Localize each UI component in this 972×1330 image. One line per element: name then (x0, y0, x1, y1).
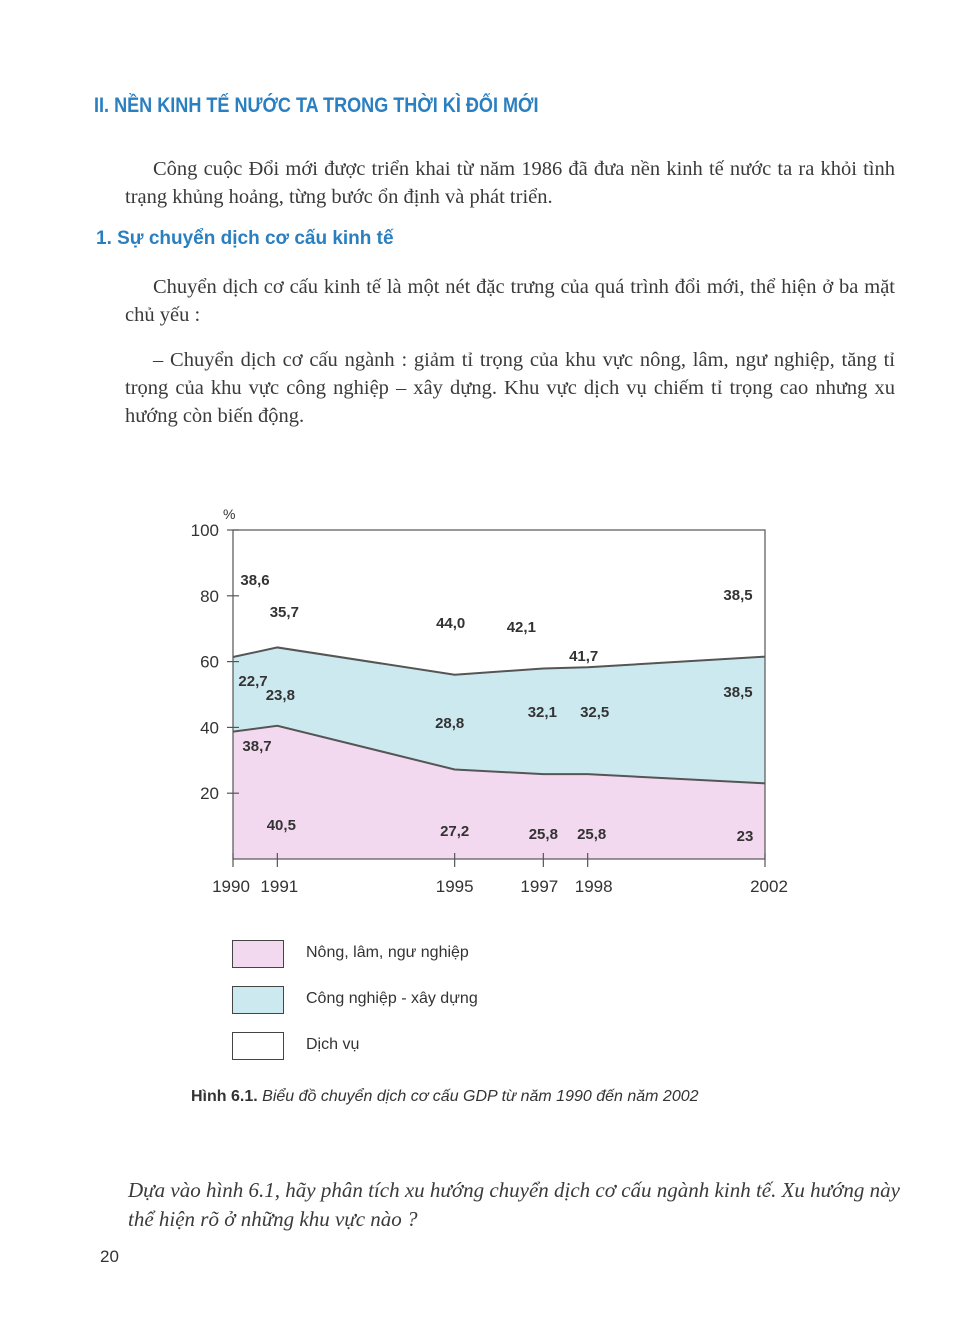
x-tick-label-1998: 1998 (574, 877, 613, 896)
y-axis-unit: % (223, 506, 236, 522)
data-label-industry-1998: 32,5 (580, 704, 610, 721)
data-label-agriculture-2002: 23 (736, 828, 754, 845)
data-label-services-1990: 38,6 (240, 572, 270, 589)
x-tick-label-1991: 1991 (260, 877, 299, 896)
question-text: Dựa vào hình 6.1, hãy phân tích xu hướng chuyển dịch cơ cấu ngành kinh tế. Xu hướng này thể hiện rõ ở những khu vực nào ? (128, 1178, 900, 1231)
subsection-heading: 1. Sự chuyển dịch cơ cấu kinh tế (96, 228, 394, 249)
data-label-services-1997: 42,1 (506, 619, 536, 636)
y-tick-label-80: 80 (200, 586, 219, 606)
data-label-industry-2002: 38,5 (723, 684, 753, 701)
y-tick-label-100: 100 (190, 521, 219, 540)
paragraph-2: – Chuyển dịch cơ cấu ngành : giảm tỉ trọng của khu vực nông, lâm, ngư nghiệp, tăng tỉ trọng của khu vực công nghiệp – xây dựng. Khu vực dịch vụ chiếm tỉ trọng cao nhưng xu hướng còn biến động. (125, 349, 895, 427)
page-number: 20 (100, 1247, 119, 1266)
data-label-industry-1991: 23,8 (265, 687, 295, 704)
figure-caption (191, 1088, 699, 1106)
x-tick-label-1995: 1995 (435, 877, 474, 896)
caption-text: Biểu đồ chuyển dịch cơ cấu GDP từ năm 1990 đến năm 2002 (262, 1088, 699, 1105)
data-label-industry-1990: 22,7 (238, 673, 268, 690)
data-label-services-1995: 44,0 (436, 615, 466, 632)
legend-label-services: Dịch vụ (306, 1036, 360, 1053)
legend-swatch-agriculture (232, 940, 284, 968)
data-label-services-2002: 38,5 (723, 587, 753, 604)
y-tick-label-20: 20 (200, 784, 219, 804)
legend-swatch-industry (232, 986, 284, 1014)
legend-swatch-services (232, 1032, 284, 1060)
x-tick-label-1997: 1997 (520, 877, 559, 896)
x-tick-label-1990: 1990 (212, 877, 250, 896)
x-tick-label-2002: 2002 (750, 877, 788, 896)
caption-label: Hình 6.1. (191, 1088, 258, 1105)
data-label-services-1991: 35,7 (269, 604, 299, 621)
legend-label-agriculture: Nông, lâm, ngư nghiệp (306, 944, 469, 961)
y-tick-label-60: 60 (200, 652, 219, 672)
data-label-agriculture-1991: 40,5 (266, 817, 296, 834)
data-label-agriculture-1997: 25,8 (528, 826, 558, 843)
data-label-industry-1995: 28,8 (435, 715, 465, 732)
data-label-agriculture-1990: 38,7 (242, 738, 272, 755)
data-label-agriculture-1998: 25,8 (577, 826, 607, 843)
section-heading: II. NỀN KINH TẾ NƯỚC TA TRONG THỜI KÌ ĐỔI MỚI (94, 94, 539, 117)
intro-paragraph: Công cuộc Đổi mới được triển khai từ năm 1986 đã đưa nền kinh tế nước ta ra khỏi tình trạng khủng hoảng, từng bước ổn định và phát triển. (125, 158, 895, 208)
data-label-agriculture-1995: 27,2 (440, 823, 470, 840)
legend-label-industry: Công nghiệp - xây dựng (306, 990, 478, 1007)
y-tick-label-40: 40 (200, 718, 219, 738)
data-label-industry-1997: 32,1 (527, 704, 557, 721)
paragraph-1: Chuyển dịch cơ cấu kinh tế là một nét đặc trưng của quá trình đổi mới, thể hiện ở ba mặt chủ yếu : (125, 276, 895, 326)
data-label-services-1998: 41,7 (569, 648, 599, 665)
